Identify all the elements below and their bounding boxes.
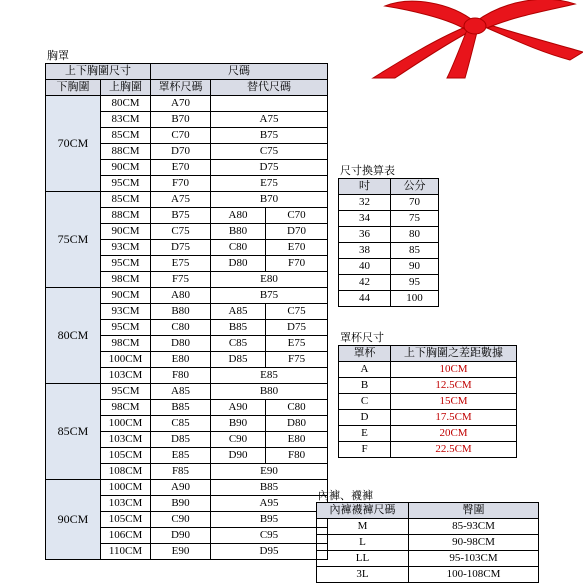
cup-size-cell: C70 <box>151 128 211 144</box>
table-row <box>339 426 517 442</box>
table-row <box>317 535 539 551</box>
header-cup-size: 罩杯尺碼 <box>151 80 211 96</box>
cup-letter-cell: B <box>339 378 391 394</box>
cm-cell: 85 <box>391 243 439 259</box>
under-bust-cell: 90CM <box>46 480 101 560</box>
inch-cell: 38 <box>339 243 391 259</box>
cup-size-cell: C90 <box>151 512 211 528</box>
cup-size-cell: B80 <box>151 304 211 320</box>
conversion-section-title: 尺寸換算表 <box>340 165 395 177</box>
cup-size-cell: C75 <box>151 224 211 240</box>
over-bust-cell: 93CM <box>101 240 151 256</box>
over-bust-cell: 88CM <box>101 144 151 160</box>
hip-cell: 100-108CM <box>409 567 539 583</box>
cup-letter-cell: D <box>339 410 391 426</box>
table-row <box>46 384 328 400</box>
under-bust-cell: 80CM <box>46 288 101 384</box>
alt-size-cell: C95 <box>211 528 328 544</box>
over-bust-cell: 95CM <box>101 176 151 192</box>
over-bust-cell: 83CM <box>101 112 151 128</box>
inch-cell: 44 <box>339 291 391 307</box>
alt-size-cell: E80 <box>211 272 328 288</box>
table-row <box>339 442 517 458</box>
over-bust-cell: 106CM <box>101 528 151 544</box>
alt-size-cell: B80 <box>211 384 328 400</box>
table-row <box>339 211 439 227</box>
ribbon-bow-decoration <box>355 0 583 80</box>
cup-size-cell: D90 <box>151 528 211 544</box>
alt-size-cell: B80 <box>211 224 266 240</box>
table-row <box>339 291 439 307</box>
table-row <box>339 275 439 291</box>
alt-size-cell: E75 <box>211 176 328 192</box>
bra-section-title: 胸罩 <box>47 50 69 62</box>
cm-cell: 70 <box>391 195 439 211</box>
alt-size-cell: A90 <box>211 400 266 416</box>
over-bust-cell: 85CM <box>101 128 151 144</box>
cup-size-cell: C85 <box>151 416 211 432</box>
conversion-table <box>338 178 439 307</box>
under-bust-cell: 75CM <box>46 192 101 288</box>
table-row <box>339 259 439 275</box>
alt-size-cell: E70 <box>266 240 328 256</box>
alt-size-cell: B85 <box>211 480 328 496</box>
header-over-bust: 上胸圍 <box>101 80 151 96</box>
cm-cell: 95 <box>391 275 439 291</box>
cup-size-cell: A75 <box>151 192 211 208</box>
alt-size-cell: C75 <box>211 144 328 160</box>
alt-size-cell: F80 <box>266 448 328 464</box>
alt-size-cell: C85 <box>211 336 266 352</box>
cup-size-cell: D80 <box>151 336 211 352</box>
over-bust-cell: 95CM <box>101 384 151 400</box>
table-row <box>339 394 517 410</box>
bust-diff-cell: 15CM <box>391 394 517 410</box>
alt-size-cell: C80 <box>211 240 266 256</box>
alt-size-cell: E85 <box>211 368 328 384</box>
under-bust-cell: 85CM <box>46 384 101 480</box>
alt-size-cell: C90 <box>211 432 266 448</box>
bra-size-table <box>45 63 328 560</box>
header-hip: 臀圍 <box>409 503 539 519</box>
cup-size-cell: F75 <box>151 272 211 288</box>
cup-size-cell: F80 <box>151 368 211 384</box>
over-bust-cell: 100CM <box>101 480 151 496</box>
over-bust-cell: 95CM <box>101 320 151 336</box>
over-bust-cell: 90CM <box>101 160 151 176</box>
alt-size-cell: E75 <box>266 336 328 352</box>
cup-size-cell: E80 <box>151 352 211 368</box>
briefs-size-cell: L <box>317 535 409 551</box>
over-bust-cell: 100CM <box>101 416 151 432</box>
briefs-size-table <box>316 502 539 583</box>
cup-size-cell: B90 <box>151 496 211 512</box>
alt-size-cell: B75 <box>211 288 328 304</box>
header-diff: 上下胸圍之差距數據 <box>391 346 517 362</box>
table-row <box>339 410 517 426</box>
table-row <box>46 192 328 208</box>
cm-cell: 75 <box>391 211 439 227</box>
table-row <box>339 362 517 378</box>
over-bust-cell: 105CM <box>101 512 151 528</box>
table-row <box>339 195 439 211</box>
table-row <box>317 567 539 583</box>
header-inch: 吋 <box>339 179 391 195</box>
table-row <box>339 227 439 243</box>
cup-size-cell: A70 <box>151 96 211 112</box>
over-bust-cell: 98CM <box>101 400 151 416</box>
table-row <box>46 480 328 496</box>
briefs-size-cell: 3L <box>317 567 409 583</box>
cup-size-cell: A90 <box>151 480 211 496</box>
hip-cell: 85-93CM <box>409 519 539 535</box>
cup-size-cell: B75 <box>151 208 211 224</box>
over-bust-cell: 90CM <box>101 288 151 304</box>
header-under-bust: 下胸圍 <box>46 80 101 96</box>
header-cup: 罩杯 <box>339 346 391 362</box>
alt-size-cell: A85 <box>211 304 266 320</box>
table-row <box>317 551 539 567</box>
alt-size-cell: A75 <box>211 112 328 128</box>
cup-size-cell: C80 <box>151 320 211 336</box>
table-row <box>339 378 517 394</box>
hip-cell: 95-103CM <box>409 551 539 567</box>
table-row <box>46 96 328 112</box>
bust-diff-cell: 12.5CM <box>391 378 517 394</box>
alt-size-cell: D80 <box>211 256 266 272</box>
inch-cell: 40 <box>339 259 391 275</box>
over-bust-cell: 103CM <box>101 496 151 512</box>
alt-size-cell: B90 <box>211 416 266 432</box>
table-row <box>317 519 539 535</box>
cup-size-cell: E90 <box>151 544 211 560</box>
under-bust-cell: 70CM <box>46 96 101 192</box>
alt-size-cell: C70 <box>266 208 328 224</box>
over-bust-cell: 100CM <box>101 352 151 368</box>
cup-size-cell: E75 <box>151 256 211 272</box>
over-bust-cell: 95CM <box>101 256 151 272</box>
over-bust-cell: 105CM <box>101 448 151 464</box>
alt-size-cell: C75 <box>266 304 328 320</box>
alt-size-cell: D75 <box>211 160 328 176</box>
cup-letter-cell: A <box>339 362 391 378</box>
cup-size-cell: A85 <box>151 384 211 400</box>
cup-size-cell: A80 <box>151 288 211 304</box>
header-size: 尺碼 <box>151 64 328 80</box>
briefs-size-cell: M <box>317 519 409 535</box>
alt-size-cell: F75 <box>266 352 328 368</box>
inch-cell: 32 <box>339 195 391 211</box>
header-cm: 公分 <box>391 179 439 195</box>
cup-size-cell: D70 <box>151 144 211 160</box>
over-bust-cell: 90CM <box>101 224 151 240</box>
alt-size-cell: D85 <box>211 352 266 368</box>
alt-size-cell: B75 <box>211 128 328 144</box>
over-bust-cell: 93CM <box>101 304 151 320</box>
over-bust-cell: 98CM <box>101 336 151 352</box>
alt-size-cell: B95 <box>211 512 328 528</box>
cup-size-table <box>338 345 517 458</box>
inch-cell: 34 <box>339 211 391 227</box>
cup-size-cell: B70 <box>151 112 211 128</box>
cup-size-cell: D85 <box>151 432 211 448</box>
alt-size-cell: D95 <box>211 544 328 560</box>
bust-diff-cell: 22.5CM <box>391 442 517 458</box>
inch-cell: 36 <box>339 227 391 243</box>
header-briefs-size: 內褲襪褲尺碼 <box>317 503 409 519</box>
alt-size-cell: B85 <box>211 320 266 336</box>
cup-size-cell: B85 <box>151 400 211 416</box>
over-bust-cell: 103CM <box>101 432 151 448</box>
alt-size-cell: C80 <box>266 400 328 416</box>
briefs-size-cell: LL <box>317 551 409 567</box>
over-bust-cell: 80CM <box>101 96 151 112</box>
alt-size-cell: E90 <box>211 464 328 480</box>
alt-size-cell: B70 <box>211 192 328 208</box>
bust-diff-cell: 17.5CM <box>391 410 517 426</box>
cm-cell: 80 <box>391 227 439 243</box>
alt-size-cell: D90 <box>211 448 266 464</box>
cup-letter-cell: E <box>339 426 391 442</box>
alt-size-cell: D75 <box>266 320 328 336</box>
cup-size-cell: E85 <box>151 448 211 464</box>
bust-diff-cell: 20CM <box>391 426 517 442</box>
table-row <box>46 288 328 304</box>
alt-size-cell: F70 <box>266 256 328 272</box>
cup-section-title: 罩杯尺寸 <box>340 332 384 344</box>
header-alt-size: 替代尺碼 <box>211 80 328 96</box>
header-under-over: 上下胸圍尺寸 <box>46 64 151 80</box>
cm-cell: 90 <box>391 259 439 275</box>
alt-size-cell <box>211 96 328 112</box>
alt-size-cell: D70 <box>266 224 328 240</box>
alt-size-cell: E80 <box>266 432 328 448</box>
cup-size-cell: F85 <box>151 464 211 480</box>
over-bust-cell: 110CM <box>101 544 151 560</box>
bust-diff-cell: 10CM <box>391 362 517 378</box>
cup-letter-cell: C <box>339 394 391 410</box>
cup-size-cell: D75 <box>151 240 211 256</box>
inch-cell: 42 <box>339 275 391 291</box>
over-bust-cell: 88CM <box>101 208 151 224</box>
over-bust-cell: 85CM <box>101 192 151 208</box>
table-row <box>339 243 439 259</box>
over-bust-cell: 98CM <box>101 272 151 288</box>
alt-size-cell: D80 <box>266 416 328 432</box>
over-bust-cell: 108CM <box>101 464 151 480</box>
cup-size-cell: F70 <box>151 176 211 192</box>
cup-letter-cell: F <box>339 442 391 458</box>
briefs-section-title: 內褲、襪褲 <box>318 490 373 502</box>
alt-size-cell: A95 <box>211 496 328 512</box>
hip-cell: 90-98CM <box>409 535 539 551</box>
alt-size-cell: A80 <box>211 208 266 224</box>
cm-cell: 100 <box>391 291 439 307</box>
cup-size-cell: E70 <box>151 160 211 176</box>
over-bust-cell: 103CM <box>101 368 151 384</box>
